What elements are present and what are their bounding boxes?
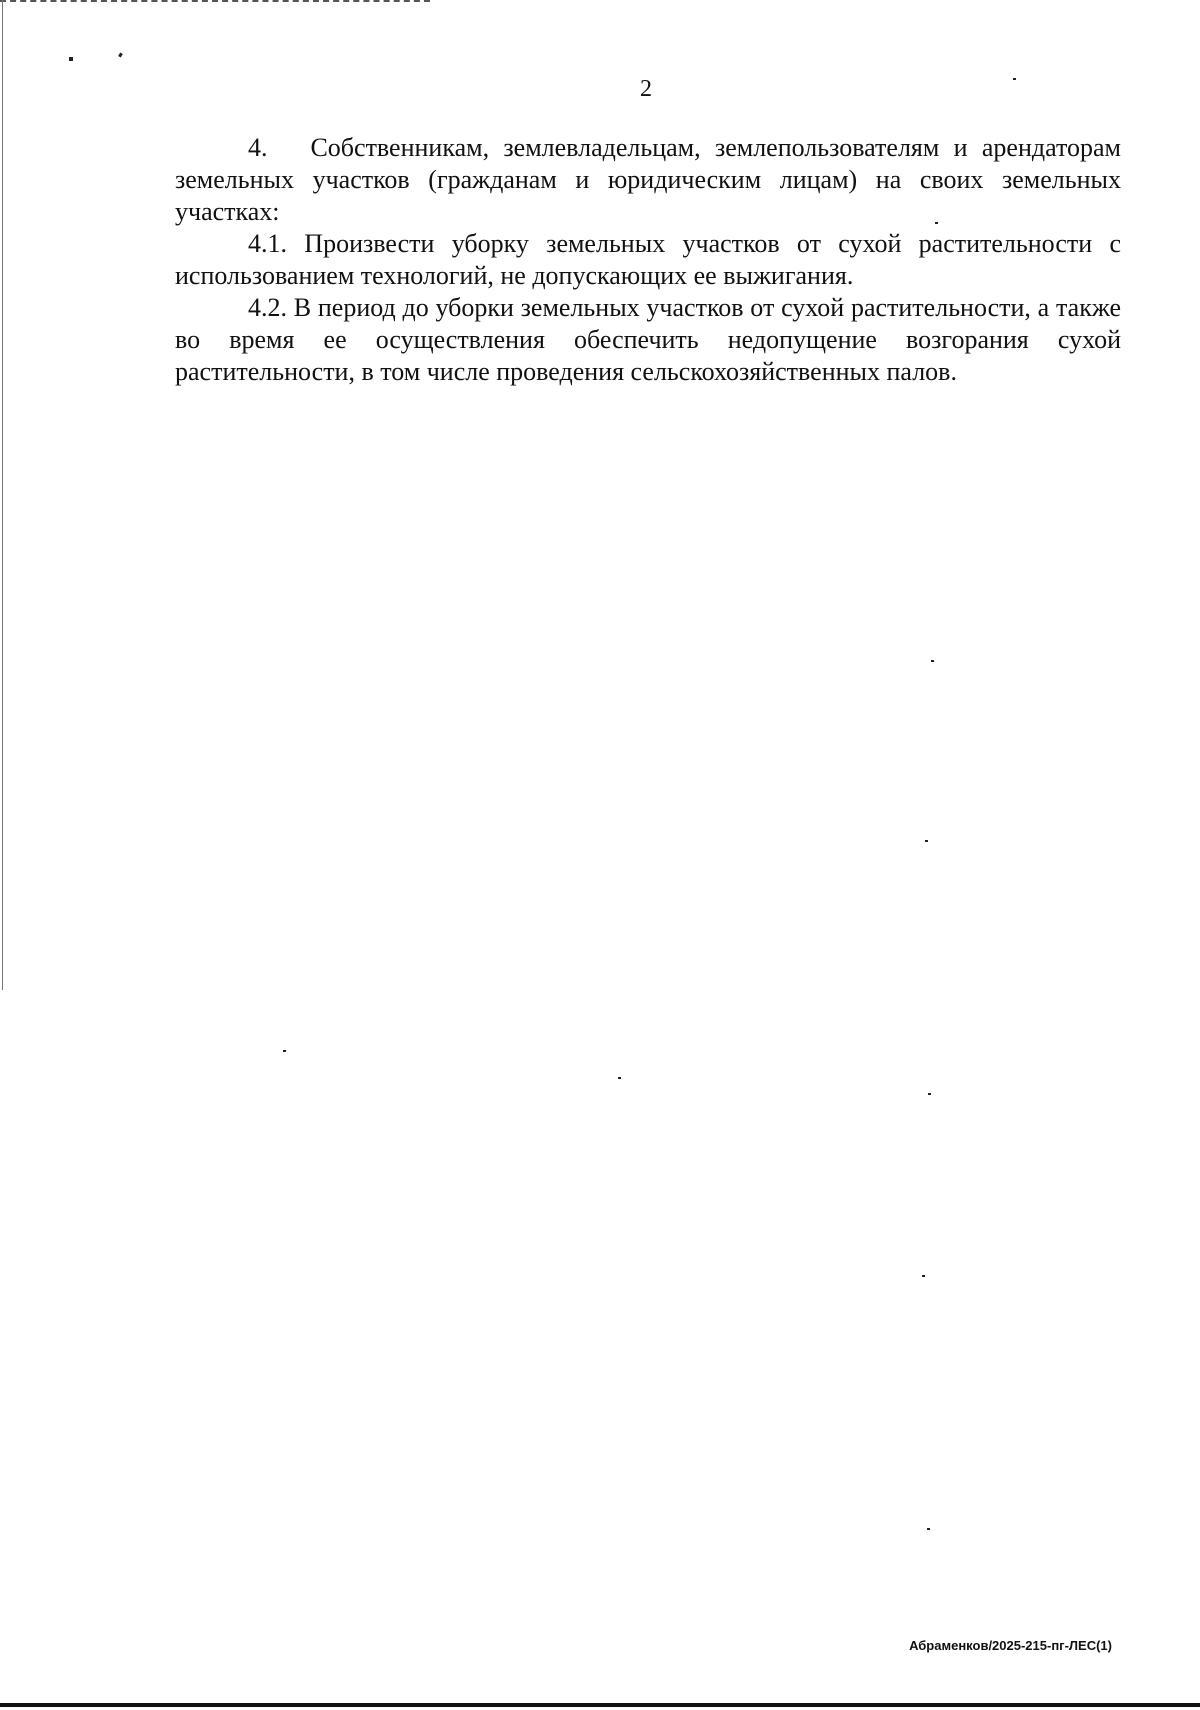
- scan-speck: [283, 1050, 286, 1052]
- document-footer-code: Абраменков/2025-215-пг-ЛЕС(1): [909, 1638, 1112, 1653]
- scan-speck: [925, 840, 928, 842]
- scan-speck: [118, 53, 123, 58]
- scan-edge-bottom: [0, 1703, 1200, 1707]
- scan-speck: [69, 57, 73, 61]
- page-number: 2: [640, 76, 652, 102]
- paragraph-4: 4. Собственникам, землевладельцам, землепользователям и арендаторам земельных участков (гражданам и юридическим лицам) на своих земельных участках:: [175, 133, 1121, 226]
- scan-speck: [618, 1077, 621, 1079]
- scan-edge-left: [2, 0, 3, 990]
- scan-speck: [927, 1528, 930, 1530]
- scan-speck: [922, 1275, 925, 1277]
- scan-speck: [928, 1093, 931, 1095]
- scan-speck: [931, 660, 934, 662]
- scan-edge-top: [0, 0, 430, 2]
- paragraph-4-2: 4.2. В период до уборки земельных участков от сухой растительности, а также во время ее осуществления обеспечить недопущение возгорания сухой растительности, в том числе проведения сельскохозяйственных палов.: [175, 293, 1121, 386]
- document-body: [175, 132, 1121, 388]
- paragraph-4-1: 4.1. Произвести уборку земельных участков от сухой растительности с использованием технологий, не допускающих ее выжигания.: [175, 229, 1121, 290]
